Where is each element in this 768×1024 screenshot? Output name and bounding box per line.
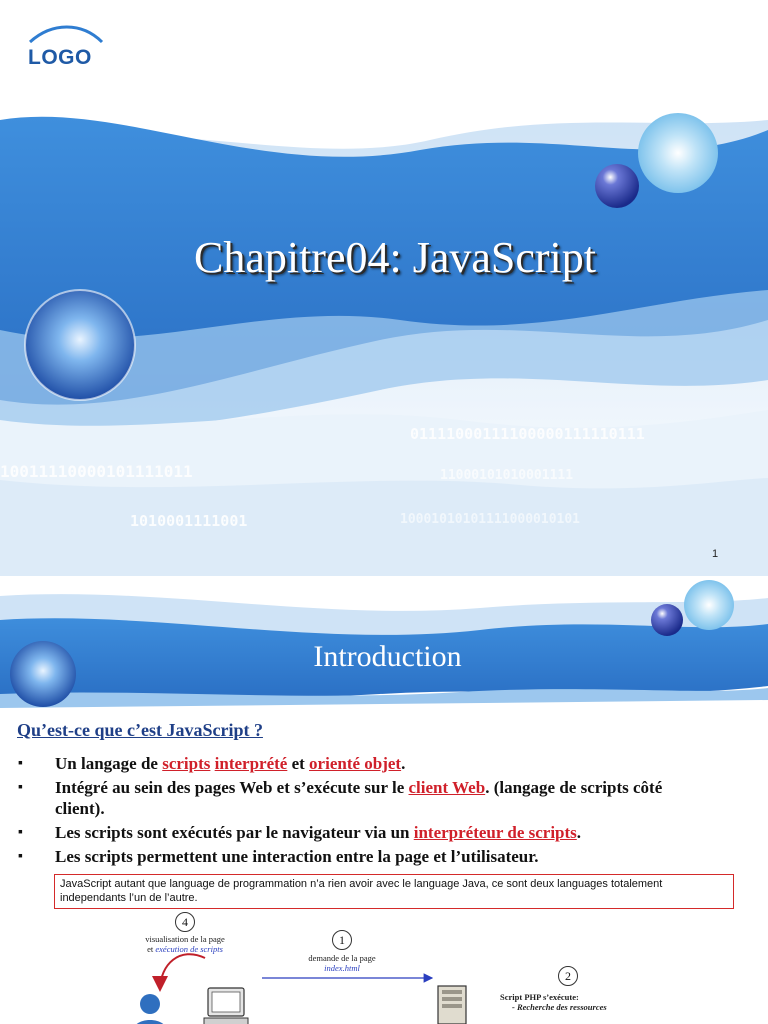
step-4-label-text: visualisation de la page xyxy=(145,934,225,944)
step-2-badge: 2 xyxy=(558,966,578,986)
binary-decoration: 1010001111001 xyxy=(130,512,248,530)
bullet-text: . xyxy=(576,823,582,842)
binary-decoration: 01111000111100000111110111 xyxy=(410,425,645,443)
step-4-label-text: et xyxy=(147,944,156,954)
binary-decoration: 11000101010001111 xyxy=(440,468,574,483)
step-4-label xyxy=(125,934,245,954)
bullet-text: Un langage de xyxy=(55,754,163,773)
content-slide xyxy=(0,576,768,1024)
server-icon xyxy=(432,984,472,1024)
binary-decoration: 10011110000101111011 xyxy=(0,462,193,481)
bullet-text: . xyxy=(401,754,406,773)
highlight-text: client Web xyxy=(408,778,486,797)
note-box: JavaScript autant que language de programmation n’a rien avoir avec le language Java, ce sont deux languages totalement independants l’un de l’autre. xyxy=(54,874,734,909)
bullet-text: . (langage de scripts côté client). xyxy=(55,778,663,818)
bullet-marker: ▪ xyxy=(18,756,23,771)
step-4-label-italic: exécution de scripts xyxy=(155,944,223,954)
highlight-text: orienté objet xyxy=(309,754,402,773)
bullet-text: Les scripts sont exécutés par le navigateur via un xyxy=(55,823,414,842)
step-1-file: index.html xyxy=(324,963,360,973)
section-heading: Qu’est-ce que c’est JavaScript ? xyxy=(17,720,263,740)
list-item xyxy=(18,846,758,867)
bullet-text: Intégré au sein des pages Web et s’exécute sur le xyxy=(55,778,409,797)
bullet-list xyxy=(18,753,758,870)
step-4-badge: 4 xyxy=(175,912,195,932)
binary-decoration: 10001010101111000010101 xyxy=(400,512,581,527)
list-item xyxy=(18,777,758,819)
list-item xyxy=(18,753,758,774)
slide-title: Chapitre04: JavaScript xyxy=(193,233,596,282)
step-2-label-text: Script PHP s’exécute: xyxy=(500,992,579,1002)
slide-title: Introduction xyxy=(313,640,462,673)
list-item xyxy=(18,822,758,843)
user-icon xyxy=(130,992,170,1024)
step-1-badge: 1 xyxy=(332,930,352,950)
step-2-label xyxy=(500,992,607,1012)
bullet-marker: ▪ xyxy=(18,825,23,840)
logo-text: LOGO xyxy=(28,46,92,69)
step-2-sub-text: - Recherche des ressources xyxy=(512,1002,607,1012)
bullet-text: Les scripts permettent une interaction entre la page et l’utilisateur. xyxy=(55,847,539,866)
step-1-label-text: demande de la page xyxy=(308,953,376,963)
bullet-text: et xyxy=(287,754,310,773)
page-number: 1 xyxy=(712,548,719,560)
bullet-marker: ▪ xyxy=(18,780,23,795)
step-1-label xyxy=(286,953,398,973)
bullet-marker: ▪ xyxy=(18,849,23,864)
highlight-text: scripts xyxy=(162,754,211,773)
client-server-diagram xyxy=(0,912,768,1024)
highlight-text: interprété xyxy=(214,754,288,773)
computer-icon xyxy=(200,986,252,1024)
highlight-text: interpréteur de scripts xyxy=(413,823,577,842)
